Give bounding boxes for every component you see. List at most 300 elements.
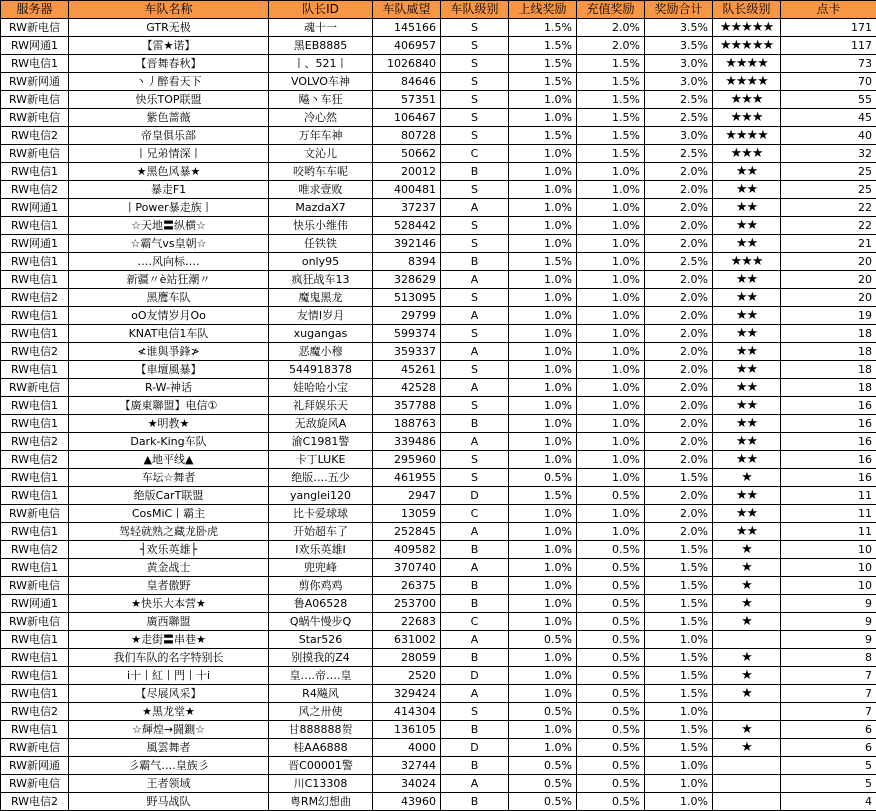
points-card-cell[interactable]: 7 <box>781 703 876 721</box>
team-level-cell[interactable]: A <box>441 433 509 451</box>
points-card-cell[interactable]: 7 <box>781 685 876 703</box>
team-level-cell[interactable]: S <box>441 55 509 73</box>
team-level-cell[interactable]: B <box>441 253 509 271</box>
bonus-total-cell[interactable]: 2.0% <box>645 433 713 451</box>
recharge-bonus-cell[interactable]: 0.5% <box>577 577 645 595</box>
prestige-cell[interactable]: 400481 <box>373 181 441 199</box>
server-cell[interactable]: RW电信1 <box>1 253 69 271</box>
bonus-total-cell[interactable]: 3.5% <box>645 19 713 37</box>
prestige-cell[interactable]: 84646 <box>373 73 441 91</box>
col-header-captain-level[interactable]: 队长级别 <box>713 1 781 19</box>
captain-level-cell[interactable]: ★★ <box>713 271 781 289</box>
server-cell[interactable]: RW新电信 <box>1 613 69 631</box>
captain-id-cell[interactable]: MazdaX7 <box>269 199 373 217</box>
team-name-cell[interactable]: 丨兄弟情深丨 <box>69 145 269 163</box>
points-card-cell[interactable]: 6 <box>781 739 876 757</box>
bonus-total-cell[interactable]: 1.5% <box>645 685 713 703</box>
recharge-bonus-cell[interactable]: 1.0% <box>577 397 645 415</box>
prestige-cell[interactable]: 2520 <box>373 667 441 685</box>
captain-level-cell[interactable]: ★★ <box>713 163 781 181</box>
captain-id-cell[interactable]: 别摸我的Z4 <box>269 649 373 667</box>
online-bonus-cell[interactable]: 1.0% <box>509 667 577 685</box>
bonus-total-cell[interactable]: 1.5% <box>645 667 713 685</box>
team-level-cell[interactable]: A <box>441 271 509 289</box>
bonus-total-cell[interactable]: 2.0% <box>645 307 713 325</box>
online-bonus-cell[interactable]: 1.0% <box>509 163 577 181</box>
recharge-bonus-cell[interactable]: 1.0% <box>577 271 645 289</box>
bonus-total-cell[interactable]: 2.0% <box>645 163 713 181</box>
points-card-cell[interactable]: 9 <box>781 631 876 649</box>
prestige-cell[interactable]: 392146 <box>373 235 441 253</box>
recharge-bonus-cell[interactable]: 0.5% <box>577 595 645 613</box>
points-card-cell[interactable]: 7 <box>781 667 876 685</box>
online-bonus-cell[interactable]: 1.0% <box>509 307 577 325</box>
captain-level-cell[interactable]: ★★ <box>713 325 781 343</box>
points-card-cell[interactable]: 5 <box>781 757 876 775</box>
bonus-total-cell[interactable]: 2.0% <box>645 181 713 199</box>
points-card-cell[interactable]: 21 <box>781 235 876 253</box>
prestige-cell[interactable]: 57351 <box>373 91 441 109</box>
recharge-bonus-cell[interactable]: 0.5% <box>577 631 645 649</box>
bonus-total-cell[interactable]: 2.0% <box>645 523 713 541</box>
captain-level-cell[interactable]: ★ <box>713 613 781 631</box>
team-level-cell[interactable]: B <box>441 577 509 595</box>
team-name-cell[interactable]: KNAT电信1车队 <box>69 325 269 343</box>
bonus-total-cell[interactable]: 1.5% <box>645 739 713 757</box>
team-level-cell[interactable]: S <box>441 217 509 235</box>
points-card-cell[interactable]: 117 <box>781 37 876 55</box>
online-bonus-cell[interactable]: 1.0% <box>509 361 577 379</box>
captain-level-cell[interactable] <box>713 757 781 775</box>
recharge-bonus-cell[interactable]: 0.5% <box>577 667 645 685</box>
recharge-bonus-cell[interactable]: 1.5% <box>577 91 645 109</box>
team-name-cell[interactable]: ★黑色风暴★ <box>69 163 269 181</box>
prestige-cell[interactable]: 13059 <box>373 505 441 523</box>
server-cell[interactable]: RW电信2 <box>1 541 69 559</box>
prestige-cell[interactable]: 328629 <box>373 271 441 289</box>
points-card-cell[interactable]: 40 <box>781 127 876 145</box>
col-header-points-card[interactable]: 点卡 <box>781 1 876 19</box>
bonus-total-cell[interactable]: 1.5% <box>645 595 713 613</box>
prestige-cell[interactable]: 42528 <box>373 379 441 397</box>
captain-id-cell[interactable]: 剪你鸡鸡 <box>269 577 373 595</box>
recharge-bonus-cell[interactable]: 0.5% <box>577 685 645 703</box>
team-name-cell[interactable]: 紫色蔷薇 <box>69 109 269 127</box>
bonus-total-cell[interactable]: 1.0% <box>645 703 713 721</box>
recharge-bonus-cell[interactable]: 0.5% <box>577 793 645 811</box>
prestige-cell[interactable]: 45261 <box>373 361 441 379</box>
captain-level-cell[interactable]: ★★★ <box>713 91 781 109</box>
server-cell[interactable]: RW电信1 <box>1 271 69 289</box>
captain-level-cell[interactable]: ★ <box>713 577 781 595</box>
captain-level-cell[interactable]: ★★ <box>713 199 781 217</box>
captain-id-cell[interactable]: yanglei120 <box>269 487 373 505</box>
captain-id-cell[interactable]: 友情I岁月 <box>269 307 373 325</box>
bonus-total-cell[interactable]: 1.0% <box>645 631 713 649</box>
points-card-cell[interactable]: 70 <box>781 73 876 91</box>
bonus-total-cell[interactable]: 1.5% <box>645 721 713 739</box>
captain-id-cell[interactable]: xugangas <box>269 325 373 343</box>
recharge-bonus-cell[interactable]: 0.5% <box>577 739 645 757</box>
recharge-bonus-cell[interactable]: 0.5% <box>577 541 645 559</box>
online-bonus-cell[interactable]: 1.0% <box>509 235 577 253</box>
captain-level-cell[interactable]: ★★★★★ <box>713 37 781 55</box>
points-card-cell[interactable]: 18 <box>781 343 876 361</box>
captain-level-cell[interactable]: ★★ <box>713 415 781 433</box>
server-cell[interactable]: RW网通1 <box>1 37 69 55</box>
captain-level-cell[interactable]: ★★ <box>713 505 781 523</box>
recharge-bonus-cell[interactable]: 1.5% <box>577 127 645 145</box>
prestige-cell[interactable]: 145166 <box>373 19 441 37</box>
captain-level-cell[interactable]: ★★ <box>713 487 781 505</box>
bonus-total-cell[interactable]: 2.0% <box>645 217 713 235</box>
prestige-cell[interactable]: 2947 <box>373 487 441 505</box>
captain-level-cell[interactable]: ★ <box>713 721 781 739</box>
team-name-cell[interactable]: 【雷★诺】 <box>69 37 269 55</box>
server-cell[interactable]: RW新网通 <box>1 73 69 91</box>
captain-id-cell[interactable]: 礼拜娱乐天 <box>269 397 373 415</box>
team-name-cell[interactable]: 黑鹰车队 <box>69 289 269 307</box>
server-cell[interactable]: RW电信2 <box>1 793 69 811</box>
recharge-bonus-cell[interactable]: 1.0% <box>577 361 645 379</box>
points-card-cell[interactable]: 16 <box>781 433 876 451</box>
captain-id-cell[interactable]: 开始超车了 <box>269 523 373 541</box>
server-cell[interactable]: RW电信1 <box>1 523 69 541</box>
server-cell[interactable]: RW电信1 <box>1 361 69 379</box>
captain-id-cell[interactable]: VOLVO车神 <box>269 73 373 91</box>
recharge-bonus-cell[interactable]: 1.0% <box>577 253 645 271</box>
bonus-total-cell[interactable]: 2.0% <box>645 271 713 289</box>
captain-id-cell[interactable]: R4飚风 <box>269 685 373 703</box>
points-card-cell[interactable]: 10 <box>781 541 876 559</box>
team-level-cell[interactable]: A <box>441 379 509 397</box>
server-cell[interactable]: RW电信1 <box>1 397 69 415</box>
team-level-cell[interactable]: B <box>441 757 509 775</box>
recharge-bonus-cell[interactable]: 2.0% <box>577 19 645 37</box>
prestige-cell[interactable]: 28059 <box>373 649 441 667</box>
server-cell[interactable]: RW电信1 <box>1 487 69 505</box>
team-level-cell[interactable]: A <box>441 685 509 703</box>
team-level-cell[interactable]: S <box>441 703 509 721</box>
team-name-cell[interactable]: 我们车队的名字特别长 <box>69 649 269 667</box>
team-name-cell[interactable]: ☆天地〓纵横☆ <box>69 217 269 235</box>
captain-level-cell[interactable]: ★★★ <box>713 253 781 271</box>
server-cell[interactable]: RW电信1 <box>1 559 69 577</box>
team-level-cell[interactable]: S <box>441 361 509 379</box>
captain-id-cell[interactable]: 桂AA6888 <box>269 739 373 757</box>
captain-id-cell[interactable]: 渝C1981警 <box>269 433 373 451</box>
captain-id-cell[interactable]: 快乐小维伟 <box>269 217 373 235</box>
online-bonus-cell[interactable]: 1.0% <box>509 145 577 163</box>
team-level-cell[interactable]: S <box>441 325 509 343</box>
team-level-cell[interactable]: A <box>441 631 509 649</box>
team-level-cell[interactable]: S <box>441 19 509 37</box>
online-bonus-cell[interactable]: 1.0% <box>509 217 577 235</box>
online-bonus-cell[interactable]: 1.0% <box>509 271 577 289</box>
recharge-bonus-cell[interactable]: 1.0% <box>577 415 645 433</box>
prestige-cell[interactable]: 513095 <box>373 289 441 307</box>
captain-level-cell[interactable]: ★★★★ <box>713 73 781 91</box>
col-header-prestige[interactable]: 车队威望 <box>373 1 441 19</box>
team-name-cell[interactable]: 绝版CarT联盟 <box>69 487 269 505</box>
online-bonus-cell[interactable]: 1.5% <box>509 127 577 145</box>
bonus-total-cell[interactable]: 1.5% <box>645 649 713 667</box>
server-cell[interactable]: RW电信2 <box>1 343 69 361</box>
captain-id-cell[interactable]: 冷心然 <box>269 109 373 127</box>
team-level-cell[interactable]: D <box>441 487 509 505</box>
recharge-bonus-cell[interactable]: 1.0% <box>577 289 645 307</box>
recharge-bonus-cell[interactable]: 1.0% <box>577 433 645 451</box>
prestige-cell[interactable]: 409582 <box>373 541 441 559</box>
online-bonus-cell[interactable]: 1.0% <box>509 523 577 541</box>
recharge-bonus-cell[interactable]: 1.5% <box>577 109 645 127</box>
server-cell[interactable]: RW电信1 <box>1 469 69 487</box>
prestige-cell[interactable]: 295960 <box>373 451 441 469</box>
team-level-cell[interactable]: A <box>441 343 509 361</box>
points-card-cell[interactable]: 18 <box>781 325 876 343</box>
server-cell[interactable]: RW网通1 <box>1 595 69 613</box>
captain-level-cell[interactable]: ★★★★ <box>713 127 781 145</box>
captain-level-cell[interactable]: ★★ <box>713 397 781 415</box>
team-name-cell[interactable]: 野马战队 <box>69 793 269 811</box>
prestige-cell[interactable]: 37237 <box>373 199 441 217</box>
prestige-cell[interactable]: 32744 <box>373 757 441 775</box>
captain-id-cell[interactable]: 疯狂战车13 <box>269 271 373 289</box>
team-level-cell[interactable]: S <box>441 181 509 199</box>
points-card-cell[interactable]: 25 <box>781 163 876 181</box>
col-header-online-bonus[interactable]: 上线奖励 <box>509 1 577 19</box>
recharge-bonus-cell[interactable]: 1.0% <box>577 343 645 361</box>
prestige-cell[interactable]: 8394 <box>373 253 441 271</box>
online-bonus-cell[interactable]: 0.5% <box>509 793 577 811</box>
captain-level-cell[interactable]: ★★ <box>713 307 781 325</box>
server-cell[interactable]: RW电信1 <box>1 325 69 343</box>
team-name-cell[interactable]: 【晋舞春秋】 <box>69 55 269 73</box>
team-name-cell[interactable]: 车坛☆舞者 <box>69 469 269 487</box>
bonus-total-cell[interactable]: 3.5% <box>645 37 713 55</box>
server-cell[interactable]: RW新电信 <box>1 91 69 109</box>
recharge-bonus-cell[interactable]: 1.0% <box>577 163 645 181</box>
recharge-bonus-cell[interactable]: 0.5% <box>577 703 645 721</box>
captain-id-cell[interactable]: 丨、521丨 <box>269 55 373 73</box>
captain-id-cell[interactable]: I欢乐英雄I <box>269 541 373 559</box>
recharge-bonus-cell[interactable]: 0.5% <box>577 613 645 631</box>
prestige-cell[interactable]: 50662 <box>373 145 441 163</box>
prestige-cell[interactable]: 599374 <box>373 325 441 343</box>
points-card-cell[interactable]: 19 <box>781 307 876 325</box>
server-cell[interactable]: RW电信1 <box>1 685 69 703</box>
captain-id-cell[interactable]: 风之卅使 <box>269 703 373 721</box>
captain-level-cell[interactable]: ★ <box>713 667 781 685</box>
captain-id-cell[interactable]: 魔鬼黑龙 <box>269 289 373 307</box>
bonus-total-cell[interactable]: 1.0% <box>645 775 713 793</box>
prestige-cell[interactable]: 461955 <box>373 469 441 487</box>
bonus-total-cell[interactable]: 1.5% <box>645 541 713 559</box>
points-card-cell[interactable]: 55 <box>781 91 876 109</box>
team-name-cell[interactable]: 【車壇風暴】 <box>69 361 269 379</box>
team-name-cell[interactable]: 帝皇俱乐部 <box>69 127 269 145</box>
points-card-cell[interactable]: 16 <box>781 469 876 487</box>
team-level-cell[interactable]: C <box>441 613 509 631</box>
captain-id-cell[interactable]: 飚丶车狂 <box>269 91 373 109</box>
online-bonus-cell[interactable]: 1.5% <box>509 19 577 37</box>
bonus-total-cell[interactable]: 3.0% <box>645 127 713 145</box>
captain-id-cell[interactable]: 川C13308 <box>269 775 373 793</box>
online-bonus-cell[interactable]: 1.0% <box>509 181 577 199</box>
captain-id-cell[interactable]: 唯求壹败 <box>269 181 373 199</box>
server-cell[interactable]: RW新电信 <box>1 505 69 523</box>
team-level-cell[interactable]: B <box>441 415 509 433</box>
server-cell[interactable]: RW电信2 <box>1 289 69 307</box>
captain-id-cell[interactable]: 比卡爱球球 <box>269 505 373 523</box>
captain-id-cell[interactable]: 卡丁LUKE <box>269 451 373 469</box>
col-header-bonus-total[interactable]: 奖励合计 <box>645 1 713 19</box>
captain-id-cell[interactable]: 黑EB8885 <box>269 37 373 55</box>
server-cell[interactable]: RW电信1 <box>1 217 69 235</box>
prestige-cell[interactable]: 357788 <box>373 397 441 415</box>
points-card-cell[interactable]: 16 <box>781 397 876 415</box>
team-level-cell[interactable]: S <box>441 451 509 469</box>
recharge-bonus-cell[interactable]: 0.5% <box>577 775 645 793</box>
server-cell[interactable]: RW电信2 <box>1 433 69 451</box>
online-bonus-cell[interactable]: 1.0% <box>509 451 577 469</box>
captain-id-cell[interactable]: only95 <box>269 253 373 271</box>
points-card-cell[interactable]: 20 <box>781 271 876 289</box>
captain-level-cell[interactable]: ★★★ <box>713 109 781 127</box>
captain-id-cell[interactable]: 万年车神 <box>269 127 373 145</box>
captain-id-cell[interactable]: 皇….帝….皇 <box>269 667 373 685</box>
recharge-bonus-cell[interactable]: 0.5% <box>577 559 645 577</box>
points-card-cell[interactable]: 25 <box>781 181 876 199</box>
points-card-cell[interactable]: 20 <box>781 289 876 307</box>
bonus-total-cell[interactable]: 2.0% <box>645 199 713 217</box>
team-name-cell[interactable]: ★黑龙堂★ <box>69 703 269 721</box>
points-card-cell[interactable]: 32 <box>781 145 876 163</box>
online-bonus-cell[interactable]: 1.0% <box>509 415 577 433</box>
recharge-bonus-cell[interactable]: 1.0% <box>577 379 645 397</box>
bonus-total-cell[interactable]: 2.0% <box>645 505 713 523</box>
server-cell[interactable]: RW电信2 <box>1 181 69 199</box>
captain-level-cell[interactable]: ★★★ <box>713 145 781 163</box>
captain-level-cell[interactable] <box>713 793 781 811</box>
server-cell[interactable]: RW电信1 <box>1 667 69 685</box>
captain-level-cell[interactable]: ★★★★★ <box>713 19 781 37</box>
captain-level-cell[interactable]: ★ <box>713 595 781 613</box>
captain-level-cell[interactable]: ★★ <box>713 235 781 253</box>
bonus-total-cell[interactable]: 2.0% <box>645 451 713 469</box>
team-level-cell[interactable]: A <box>441 307 509 325</box>
points-card-cell[interactable]: 22 <box>781 217 876 235</box>
team-name-cell[interactable]: ☆霸气vs皇朝☆ <box>69 235 269 253</box>
online-bonus-cell[interactable]: 1.5% <box>509 37 577 55</box>
bonus-total-cell[interactable]: 3.0% <box>645 73 713 91</box>
online-bonus-cell[interactable]: 1.0% <box>509 505 577 523</box>
bonus-total-cell[interactable]: 1.5% <box>645 613 713 631</box>
online-bonus-cell[interactable]: 1.0% <box>509 541 577 559</box>
points-card-cell[interactable]: 18 <box>781 361 876 379</box>
team-name-cell[interactable]: i十丨紅丨門丨十i <box>69 667 269 685</box>
captain-level-cell[interactable]: ★★ <box>713 433 781 451</box>
team-name-cell[interactable]: ▲地平线▲ <box>69 451 269 469</box>
prestige-cell[interactable]: 26375 <box>373 577 441 595</box>
prestige-cell[interactable]: 20012 <box>373 163 441 181</box>
recharge-bonus-cell[interactable]: 1.5% <box>577 73 645 91</box>
captain-id-cell[interactable]: 甘888888贺 <box>269 721 373 739</box>
online-bonus-cell[interactable]: 1.5% <box>509 55 577 73</box>
server-cell[interactable]: RW电信2 <box>1 127 69 145</box>
captain-id-cell[interactable]: 544918378 <box>269 361 373 379</box>
captain-id-cell[interactable]: 鲁A06528 <box>269 595 373 613</box>
recharge-bonus-cell[interactable]: 1.0% <box>577 307 645 325</box>
recharge-bonus-cell[interactable]: 0.5% <box>577 649 645 667</box>
team-name-cell[interactable]: 皇者傲野 <box>69 577 269 595</box>
team-name-cell[interactable]: 廣西聯盟 <box>69 613 269 631</box>
team-level-cell[interactable]: B <box>441 541 509 559</box>
online-bonus-cell[interactable]: 1.0% <box>509 325 577 343</box>
online-bonus-cell[interactable]: 1.0% <box>509 649 577 667</box>
bonus-total-cell[interactable]: 2.5% <box>645 145 713 163</box>
points-card-cell[interactable]: 45 <box>781 109 876 127</box>
server-cell[interactable]: RW电信1 <box>1 631 69 649</box>
team-level-cell[interactable]: S <box>441 469 509 487</box>
captain-id-cell[interactable]: Q蜗牛慢步Q <box>269 613 373 631</box>
server-cell[interactable]: RW电信1 <box>1 307 69 325</box>
bonus-total-cell[interactable]: 2.0% <box>645 379 713 397</box>
online-bonus-cell[interactable]: 1.0% <box>509 199 577 217</box>
captain-id-cell[interactable]: Star526 <box>269 631 373 649</box>
online-bonus-cell[interactable]: 0.5% <box>509 631 577 649</box>
team-name-cell[interactable]: ★快乐大本营★ <box>69 595 269 613</box>
prestige-cell[interactable]: 528442 <box>373 217 441 235</box>
online-bonus-cell[interactable]: 1.5% <box>509 253 577 271</box>
online-bonus-cell[interactable]: 0.5% <box>509 469 577 487</box>
bonus-total-cell[interactable]: 2.0% <box>645 343 713 361</box>
captain-level-cell[interactable]: ★★ <box>713 181 781 199</box>
team-level-cell[interactable]: B <box>441 163 509 181</box>
prestige-cell[interactable]: 253700 <box>373 595 441 613</box>
team-name-cell[interactable]: 丶丿醉看天下 <box>69 73 269 91</box>
online-bonus-cell[interactable]: 1.0% <box>509 685 577 703</box>
online-bonus-cell[interactable]: 1.5% <box>509 73 577 91</box>
bonus-total-cell[interactable]: 2.0% <box>645 289 713 307</box>
team-name-cell[interactable]: ┤欢乐英雄├ <box>69 541 269 559</box>
captain-level-cell[interactable]: ★★ <box>713 343 781 361</box>
points-card-cell[interactable]: 10 <box>781 577 876 595</box>
team-level-cell[interactable]: B <box>441 595 509 613</box>
team-level-cell[interactable]: S <box>441 127 509 145</box>
server-cell[interactable]: RW网通1 <box>1 235 69 253</box>
col-header-team-name[interactable]: 车队名称 <box>69 1 269 19</box>
recharge-bonus-cell[interactable]: 1.0% <box>577 325 645 343</box>
captain-level-cell[interactable] <box>713 775 781 793</box>
recharge-bonus-cell[interactable]: 0.5% <box>577 487 645 505</box>
team-level-cell[interactable]: S <box>441 73 509 91</box>
team-level-cell[interactable]: B <box>441 721 509 739</box>
recharge-bonus-cell[interactable]: 1.0% <box>577 451 645 469</box>
online-bonus-cell[interactable]: 1.0% <box>509 343 577 361</box>
recharge-bonus-cell[interactable]: 1.0% <box>577 469 645 487</box>
bonus-total-cell[interactable]: 1.5% <box>645 559 713 577</box>
bonus-total-cell[interactable]: 2.0% <box>645 325 713 343</box>
team-name-cell[interactable]: 驾轻就熟之藏龙卧虎 <box>69 523 269 541</box>
team-name-cell[interactable]: oO友情岁月Oo <box>69 307 269 325</box>
team-level-cell[interactable]: B <box>441 793 509 811</box>
bonus-total-cell[interactable]: 1.0% <box>645 793 713 811</box>
prestige-cell[interactable]: 4000 <box>373 739 441 757</box>
captain-id-cell[interactable]: 晋C00001警 <box>269 757 373 775</box>
captain-id-cell[interactable]: 无敌旋风A <box>269 415 373 433</box>
captain-id-cell[interactable]: 娃哈哈小宝 <box>269 379 373 397</box>
